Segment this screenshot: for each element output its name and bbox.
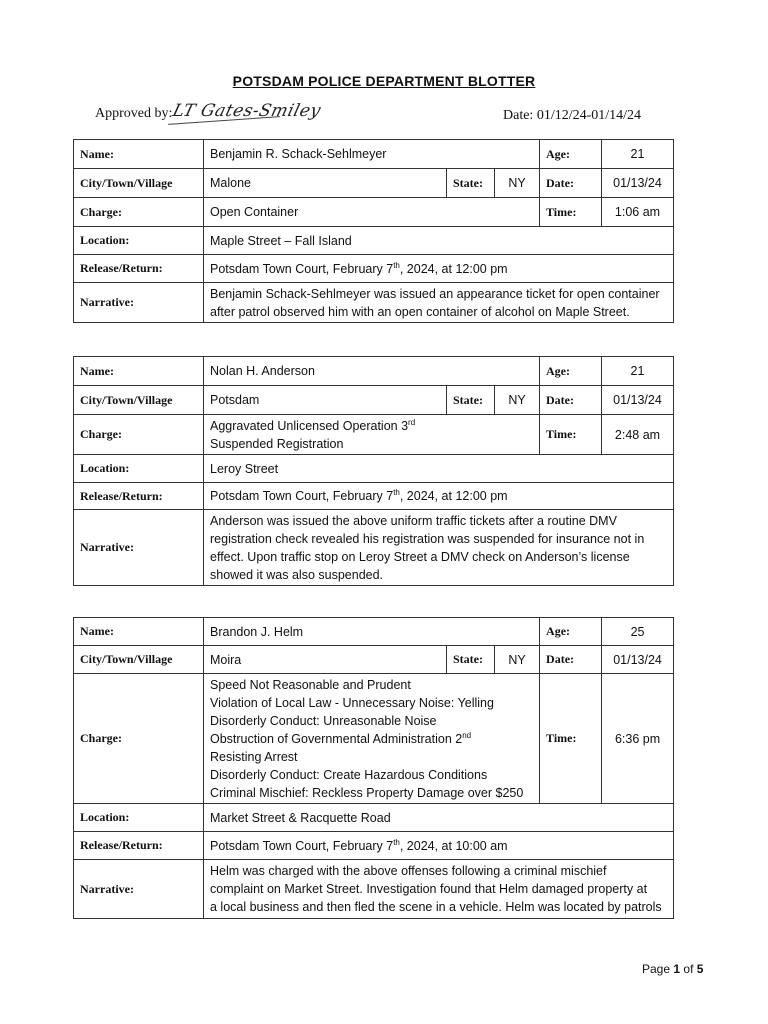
time-label: Time:: [540, 674, 602, 804]
charge-line: Aggravated Unlicensed Operation 3rd: [210, 417, 416, 433]
narrative-value: Anderson was issued the above uniform traffic tickets after a routine DMV registration check revealed his registration was suspended for insurance not in effect. Upon traffic stop on Leroy Street a DMV check on Anderson’s license showed it was also suspended.: [204, 510, 674, 586]
charge-line: Open Container: [210, 205, 299, 219]
city-value: Moira: [204, 646, 447, 674]
blotter-record-3: [73, 617, 674, 919]
date-label: Date:: [540, 646, 602, 674]
blotter-record-2: [73, 356, 674, 586]
location-value: Market Street & Racquette Road: [204, 804, 674, 832]
narrative-value: Helm was charged with the above offenses following a criminal mischief complaint on Market Street. Investigation found that Helm damaged property at a local business and then fled the scene in a vehicle. Helm was located by patrols: [204, 860, 674, 919]
location-label: Location:: [74, 455, 204, 483]
date-value: 01/13/24: [602, 169, 674, 198]
charge-label: Charge:: [74, 674, 204, 804]
state-value: NY: [495, 169, 540, 198]
approved-by-label: Approved by:: [95, 106, 173, 121]
name-label: Name:: [74, 357, 204, 386]
state-label: State:: [447, 169, 495, 198]
age-label: Age:: [540, 140, 602, 169]
date-range: Date: 01/12/24-01/14/24: [503, 108, 642, 123]
charge-line: Violation of Local Law - Unnecessary Noise: Yelling: [210, 695, 494, 710]
age-value: 25: [602, 618, 674, 646]
release-label: Release/Return:: [74, 832, 204, 860]
approver-signature: LT Gates-Smiley: [170, 101, 324, 121]
page-title: POTSDAM POLICE DEPARTMENT BLOTTER: [232, 73, 536, 89]
name-label: Name:: [74, 140, 204, 169]
time-value: 1:06 am: [602, 198, 674, 227]
release-value: Potsdam Town Court, February 7th, 2024, at 10:00 am: [204, 832, 674, 860]
city-label: City/Town/Village: [74, 386, 204, 415]
name-label: Name:: [74, 618, 204, 646]
charge-line: Suspended Registration: [210, 436, 344, 451]
time-label: Time:: [540, 415, 602, 455]
name-value: Brandon J. Helm: [204, 618, 540, 646]
name-value: Nolan H. Anderson: [204, 357, 540, 386]
release-value: Potsdam Town Court, February 7th, 2024, at 12:00 pm: [204, 255, 674, 283]
release-label: Release/Return:: [74, 483, 204, 510]
state-value: NY: [495, 386, 540, 415]
release-value: Potsdam Town Court, February 7th, 2024, at 12:00 pm: [204, 483, 674, 510]
narrative-label: Narrative:: [74, 510, 204, 586]
charge-value: [204, 415, 540, 455]
location-value: Maple Street – Fall Island: [204, 227, 674, 255]
charge-line: Disorderly Conduct: Unreasonable Noise: [210, 713, 437, 728]
charge-value: [204, 198, 540, 227]
charge-value: [204, 674, 540, 804]
age-value: 21: [602, 357, 674, 386]
charge-line: Speed Not Reasonable and Prudent: [210, 677, 411, 692]
time-value: 6:36 pm: [602, 674, 674, 804]
state-value: NY: [495, 646, 540, 674]
charge-line: Disorderly Conduct: Create Hazardous Conditions: [210, 767, 488, 782]
charge-label: Charge:: [74, 415, 204, 455]
age-label: Age:: [540, 618, 602, 646]
location-value: Leroy Street: [204, 455, 674, 483]
state-label: State:: [447, 386, 495, 415]
date-value: 01/13/24: [602, 646, 674, 674]
name-value: Benjamin R. Schack-Sehlmeyer: [204, 140, 540, 169]
charge-label: Charge:: [74, 198, 204, 227]
charge-line: Resisting Arrest: [210, 749, 298, 764]
city-value: Potsdam: [204, 386, 447, 415]
release-label: Release/Return:: [74, 255, 204, 283]
date-label: Date:: [540, 169, 602, 198]
city-label: City/Town/Village: [74, 646, 204, 674]
charge-line: Criminal Mischief: Reckless Property Damage over $250: [210, 785, 524, 800]
location-label: Location:: [74, 227, 204, 255]
page-number: Page 1 of 5: [642, 962, 704, 976]
blotter-record-1: [73, 139, 674, 323]
age-value: 21: [602, 140, 674, 169]
city-label: City/Town/Village: [74, 169, 204, 198]
narrative-label: Narrative:: [74, 283, 204, 323]
date-value: 01/13/24: [602, 386, 674, 415]
location-label: Location:: [74, 804, 204, 832]
time-value: 2:48 am: [602, 415, 674, 455]
narrative-label: Narrative:: [74, 860, 204, 919]
date-label: Date:: [540, 386, 602, 415]
time-label: Time:: [540, 198, 602, 227]
charge-line: Obstruction of Governmental Administration 2nd: [210, 730, 472, 746]
city-value: Malone: [204, 169, 447, 198]
age-label: Age:: [540, 357, 602, 386]
narrative-value: Benjamin Schack-Sehlmeyer was issued an appearance ticket for open container after patrol observed him with an open container of alcohol on Maple Street.: [204, 283, 674, 323]
state-label: State:: [447, 646, 495, 674]
